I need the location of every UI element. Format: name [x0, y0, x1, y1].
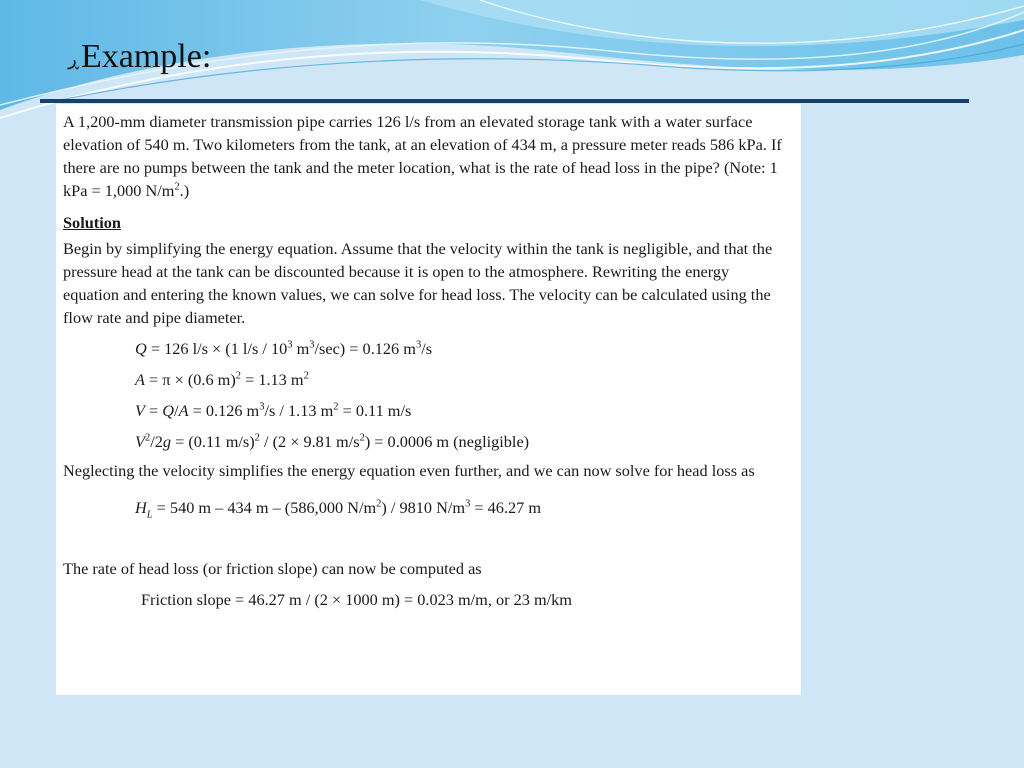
eq-hl-sup: 3	[465, 498, 471, 510]
eq-hl-part: ) / 9810 N/m	[381, 498, 466, 517]
eq-v-var: Q	[162, 401, 175, 420]
problem-sup: 2	[174, 181, 180, 193]
eq-hl-part: = 46.27 m	[470, 498, 542, 517]
equation-flow-rate	[135, 333, 789, 364]
eq-vh-var: V	[135, 432, 145, 451]
solution-intro: Begin by simplifying the energy equation. Assume that the velocity within the tank is negligible, and that the pressure head at the tank can be discounted because it is open to the atmosphere. Rewriting the energy equation and entering the known values, we can solve for head loss. The velocity can be calculated using the flow rate and pipe diameter.	[63, 239, 773, 327]
eq-q-part: /s	[421, 339, 433, 358]
eq-vh-part: ) = 0.0006 m (negligible)	[364, 432, 530, 451]
eq-v-sup: 3	[259, 401, 265, 413]
solution-heading: Solution	[63, 213, 121, 232]
eq-q-sup: 3	[287, 339, 293, 351]
rate-paragraph: The rate of head loss (or friction slope) can now be computed as	[63, 559, 482, 578]
eq-a-part: = 1.13 m	[241, 370, 304, 389]
slide-title	[68, 40, 211, 74]
eq-v-var: A	[178, 401, 189, 420]
example-content-box	[56, 104, 801, 695]
eq-a-part: = π × (0.6 m)	[144, 370, 236, 389]
title-divider	[40, 99, 969, 103]
eq-q-var: Q	[135, 339, 147, 358]
eq-vh-sup: 2	[359, 432, 365, 444]
eq-v-var: V	[135, 401, 145, 420]
eq-hl-part: = 540 m – 434 m – (586,000 N/m	[152, 498, 377, 517]
eq-vh-sup: 2	[144, 432, 151, 444]
eq-v-part: /	[174, 401, 179, 420]
eq-vh-part: / (2 × 9.81 m/s	[259, 432, 360, 451]
friction-slope-equation: Friction slope = 46.27 m / (2 × 1000 m) = 0.023 m/m, or 23 m/km	[141, 590, 572, 609]
title-bullet-glyph: ڕ	[68, 49, 79, 69]
equation-velocity-head	[135, 426, 789, 457]
eq-a-sup: 2	[303, 370, 309, 382]
eq-hl-sup: 2	[376, 498, 382, 510]
eq-vh-part: /2	[150, 432, 163, 451]
equation-area	[135, 364, 789, 395]
eq-q-part: = 126 l/s × (1 l/s / 10	[146, 339, 288, 358]
slide-title-text: Example:	[81, 38, 212, 75]
equation-head-loss	[135, 492, 789, 523]
problem-statement	[63, 110, 789, 202]
eq-q-sup: 3	[309, 339, 315, 351]
eq-q-sup: 3	[415, 339, 422, 351]
problem-text: A 1,200-mm diameter transmission pipe carries 126 l/s from an elevated storage tank with a water surface elevation of 540 m. Two kilometers from the tank, at an elevation of 434 m, a pressure meter reads 586 kPa. If there are no pumps between the tank and the meter location, what is the rate of head loss in the pipe? (Note: 1 kPa = 1,000 N/m	[63, 112, 782, 200]
equation-velocity	[135, 395, 789, 426]
eq-v-part: = 0.11 m/s	[338, 401, 412, 420]
eq-vh-var: g	[162, 432, 172, 451]
eq-q-part: m	[292, 339, 310, 358]
eq-v-part: /s / 1.13 m	[264, 401, 334, 420]
eq-v-part: = 0.126 m	[188, 401, 260, 420]
problem-end: .)	[179, 181, 190, 200]
eq-a-sup: 2	[235, 370, 241, 382]
eq-vh-sup: 2	[254, 432, 260, 444]
eq-hl-var: H	[135, 498, 147, 517]
eq-v-part: =	[144, 401, 163, 420]
eq-v-sup: 2	[333, 401, 339, 413]
eq-vh-part: = (0.11 m/s)	[171, 432, 255, 451]
neglecting-paragraph: Neglecting the velocity simplifies the energy equation even further, and we can now solve for head loss as	[63, 461, 755, 480]
eq-a-var: A	[135, 370, 145, 389]
eq-q-part: /sec) = 0.126 m	[314, 339, 416, 358]
eq-hl-sub: L	[146, 509, 153, 521]
